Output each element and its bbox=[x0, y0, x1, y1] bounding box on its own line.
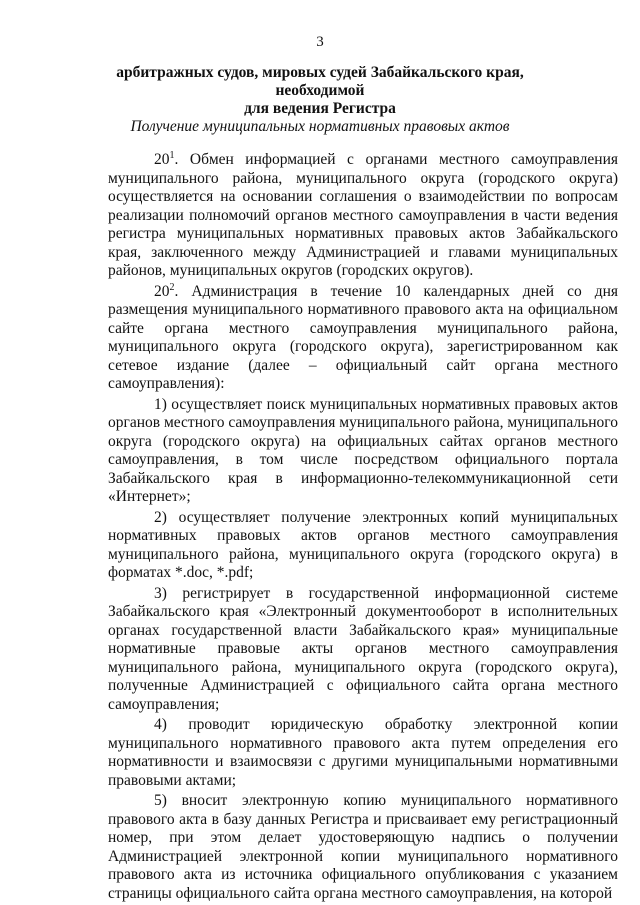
list-item-2: 2) осуществляет получение электронных копий муниципальных нормативных правовых актов органов местного самоуправления муниципального района, муниципального округа (городского округа) в форматах *.doc, *.pdf; bbox=[108, 508, 618, 581]
section-subtitle: Получение муниципальных нормативных правовых актов bbox=[130, 118, 510, 135]
list-item-3: 3) регистрирует в государственной информационной системе Забайкальского края «Электронный документооборот в исполнительных органах государственной власти Забайкальского края» муниципальные нормативные правовые акты органов местного самоуправления муниципального района, муниципального округа (городского округа), полученные Администрацией с официального сайта органа местного самоуправления; bbox=[108, 584, 618, 713]
paragraph-20-2: $20^2$. Администрация в течение 10 календарных дней со дня размещения муниципального нормативного правового акта на официальном сайте органа местного самоуправления муниципального района, муниципального округа (городского округа), зарегистрированном как сетевое издание (далее – официальный сайт органа местного самоуправления): bbox=[108, 281, 619, 392]
list-item-4: 4) проводит юридическую обработку электронной копии муниципального нормативного правового акта путем определения его нормативности и взаимосвязи с другими муниципальными нормативными правовыми актами; bbox=[108, 716, 618, 789]
section-heading: арбитражных судов, мировых судей Забайкальского края, необходимой для ведения Регистра bbox=[116, 64, 524, 117]
list-item-1: 1) осуществляет поиск муниципальных нормативных правовых актов органов местного самоуправления муниципального района, муниципального округа (городского округа) на официальных сайтах органов местного самоуправления, в том числе посредством официального портала Забайкальского края в информационно-телекоммуникационной сети «Интернет»; bbox=[108, 395, 618, 505]
list-item-5: 5) вносит электронную копию муниципального нормативного правового акта в базу данных Регистра и присваивает ему регистрационный номер, при этом делает удостоверяющую надпись о получении Администрацией электронной копии муниципального нормативного правового акта из источника официального опубликования с указанием страницы официального сайта органа местного самоуправления, на которой bbox=[108, 792, 618, 902]
document-body bbox=[108, 151, 618, 905]
page-number: 3 bbox=[316, 34, 324, 50]
paragraph-20-1: $20^1$. Обмен информацией с органами местного самоуправления муниципального района, муниципального округа (городского округа) осуществляется на основании соглашения о взаимодействии по вопросам реализации полномочий органов местного самоуправления в части ведения регистра муниципальных нормативных правовых актов Забайкальского края, заключенного между Администрацией и главами муниципальных районов, муниципальных округов (городских округов). bbox=[108, 149, 619, 279]
